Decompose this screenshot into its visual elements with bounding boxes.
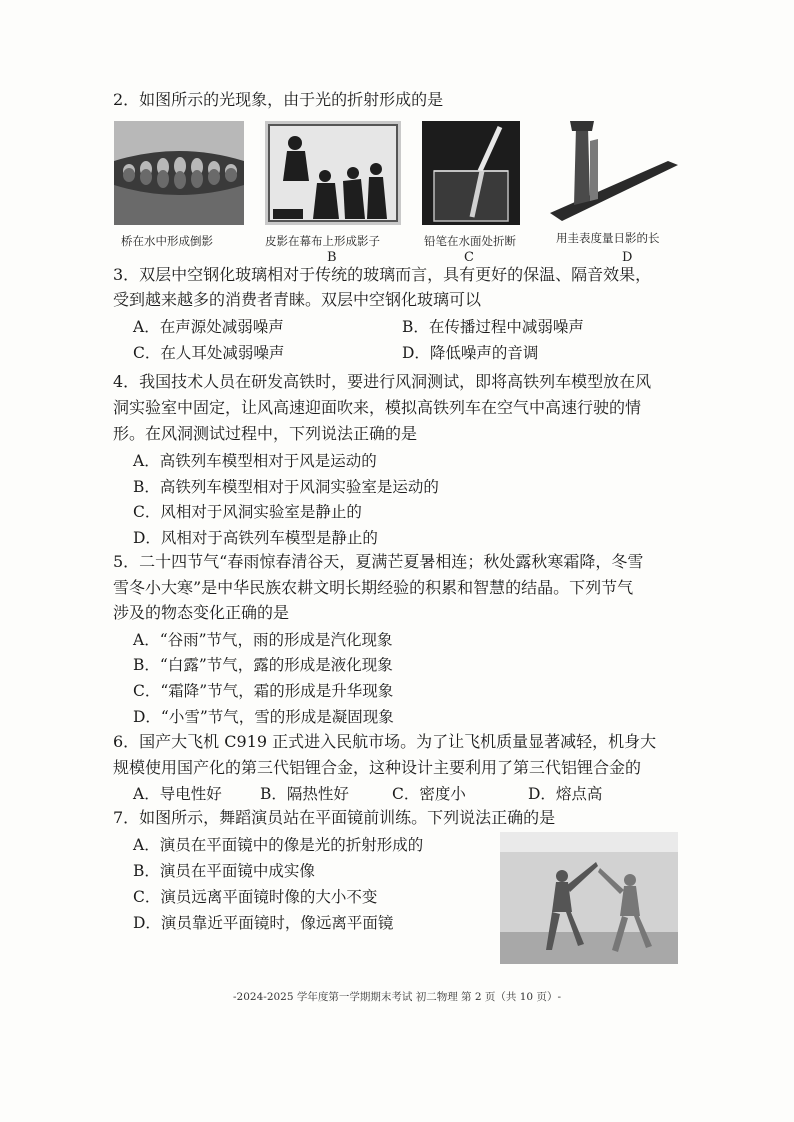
q5-option-a: A．“谷雨”节气，雨的形成是汽化现象 (133, 631, 393, 649)
bridge-reflection-image (114, 121, 244, 225)
q2-caption-d: 用圭表度量日影的长 (556, 231, 660, 245)
q3-option-b: B．在传播过程中减弱噪声 (402, 318, 584, 336)
q2-letter-d: D (622, 250, 633, 265)
q5-option-c: C．“霜降”节气，霜的形成是升华现象 (133, 682, 394, 700)
gnomon-image (540, 121, 685, 227)
q7-option-d: D．演员靠近平面镜时，像远离平面镜 (133, 914, 394, 932)
q4-option-b: B．高铁列车模型相对于风洞实验室是运动的 (133, 478, 439, 496)
q2-caption-c: 铅笔在水面处折断 (424, 234, 516, 248)
q5-option-b: B．“白露”节气，露的形成是液化现象 (133, 656, 393, 674)
q5-option-d: D．“小雪”节气，雪的形成是凝固现象 (133, 708, 394, 726)
q2-letter-b: B (327, 250, 337, 265)
q7-option-c: C．演员远离平面镜时像的大小不变 (133, 888, 378, 906)
q4-line-1: 4．我国技术人员在研发高铁时，要进行风洞测试，即将高铁列车模型放在风 (113, 372, 652, 391)
q6-option-c: C．密度小 (392, 785, 466, 803)
q4-option-d: D．风相对于高铁列车模型是静止的 (133, 529, 378, 547)
q2-caption-a: 桥在水中形成倒影 (121, 234, 213, 248)
q3-line-2: 受到越来越多的消费者青睐。双层中空钢化玻璃可以 (113, 290, 482, 309)
q3-option-d: D．降低噪声的音调 (402, 344, 539, 362)
q2-caption-b: 皮影在幕布上形成影子 (265, 234, 380, 248)
q4-option-c: C．风相对于风洞实验室是静止的 (133, 503, 362, 521)
q4-line-3: 形。在风洞测试过程中，下列说法正确的是 (113, 424, 418, 443)
pencil-in-water-image (422, 121, 520, 225)
q2-stem: 2．如图所示的光现象，由于光的折射形成的是 (113, 90, 444, 109)
dancer-mirror-image (500, 832, 678, 964)
q4-line-2: 洞实验室中固定，让风高速迎面吹来，模拟高铁列车在空气中高速行驶的情 (113, 398, 642, 417)
shadow-puppet-image (265, 121, 401, 225)
q2-letter-c: C (464, 250, 474, 265)
q5-line-1: 5．二十四节气“春雨惊春清谷天，夏满芒夏暑相连；秋处露秋寒霜降，冬雪 (113, 552, 644, 571)
q6-option-a: A．导电性好 (133, 785, 222, 803)
q5-line-3: 涉及的物态变化正确的是 (113, 603, 290, 622)
q6-option-b: B．隔热性好 (260, 785, 349, 803)
q7-option-a: A．演员在平面镜中的像是光的折射形成的 (133, 836, 424, 854)
q6-line-2: 规模使用国产化的第三代铝锂合金，这种设计主要利用了第三代铝锂合金的 (113, 758, 642, 777)
q7-option-b: B．演员在平面镜中成实像 (133, 862, 315, 880)
q5-line-2: 雪冬小大寒”是中华民族农耕文明长期经验的积累和智慧的结晶。下列节气 (113, 578, 634, 597)
q4-option-a: A．高铁列车模型相对于风是运动的 (133, 452, 377, 470)
q6-line-1: 6．国产大飞机 C919 正式进入民航市场。为了让飞机质量显著减轻，机身大 (113, 732, 657, 751)
q6-option-d: D．熔点高 (528, 785, 603, 803)
q3-option-c: C．在人耳处减弱噪声 (133, 344, 285, 362)
q7-stem: 7．如图所示，舞蹈演员站在平面镜前训练。下列说法正确的是 (113, 808, 556, 827)
q3-option-a: A．在声源处减弱噪声 (133, 318, 284, 336)
page-footer: -2024-2025 学年度第一学期期末考试 初二物理 第 2 页（共 10 页）- (233, 991, 561, 1003)
q3-line-1: 3．双层中空钢化玻璃相对于传统的玻璃而言，具有更好的保温、隔音效果， (113, 265, 652, 284)
